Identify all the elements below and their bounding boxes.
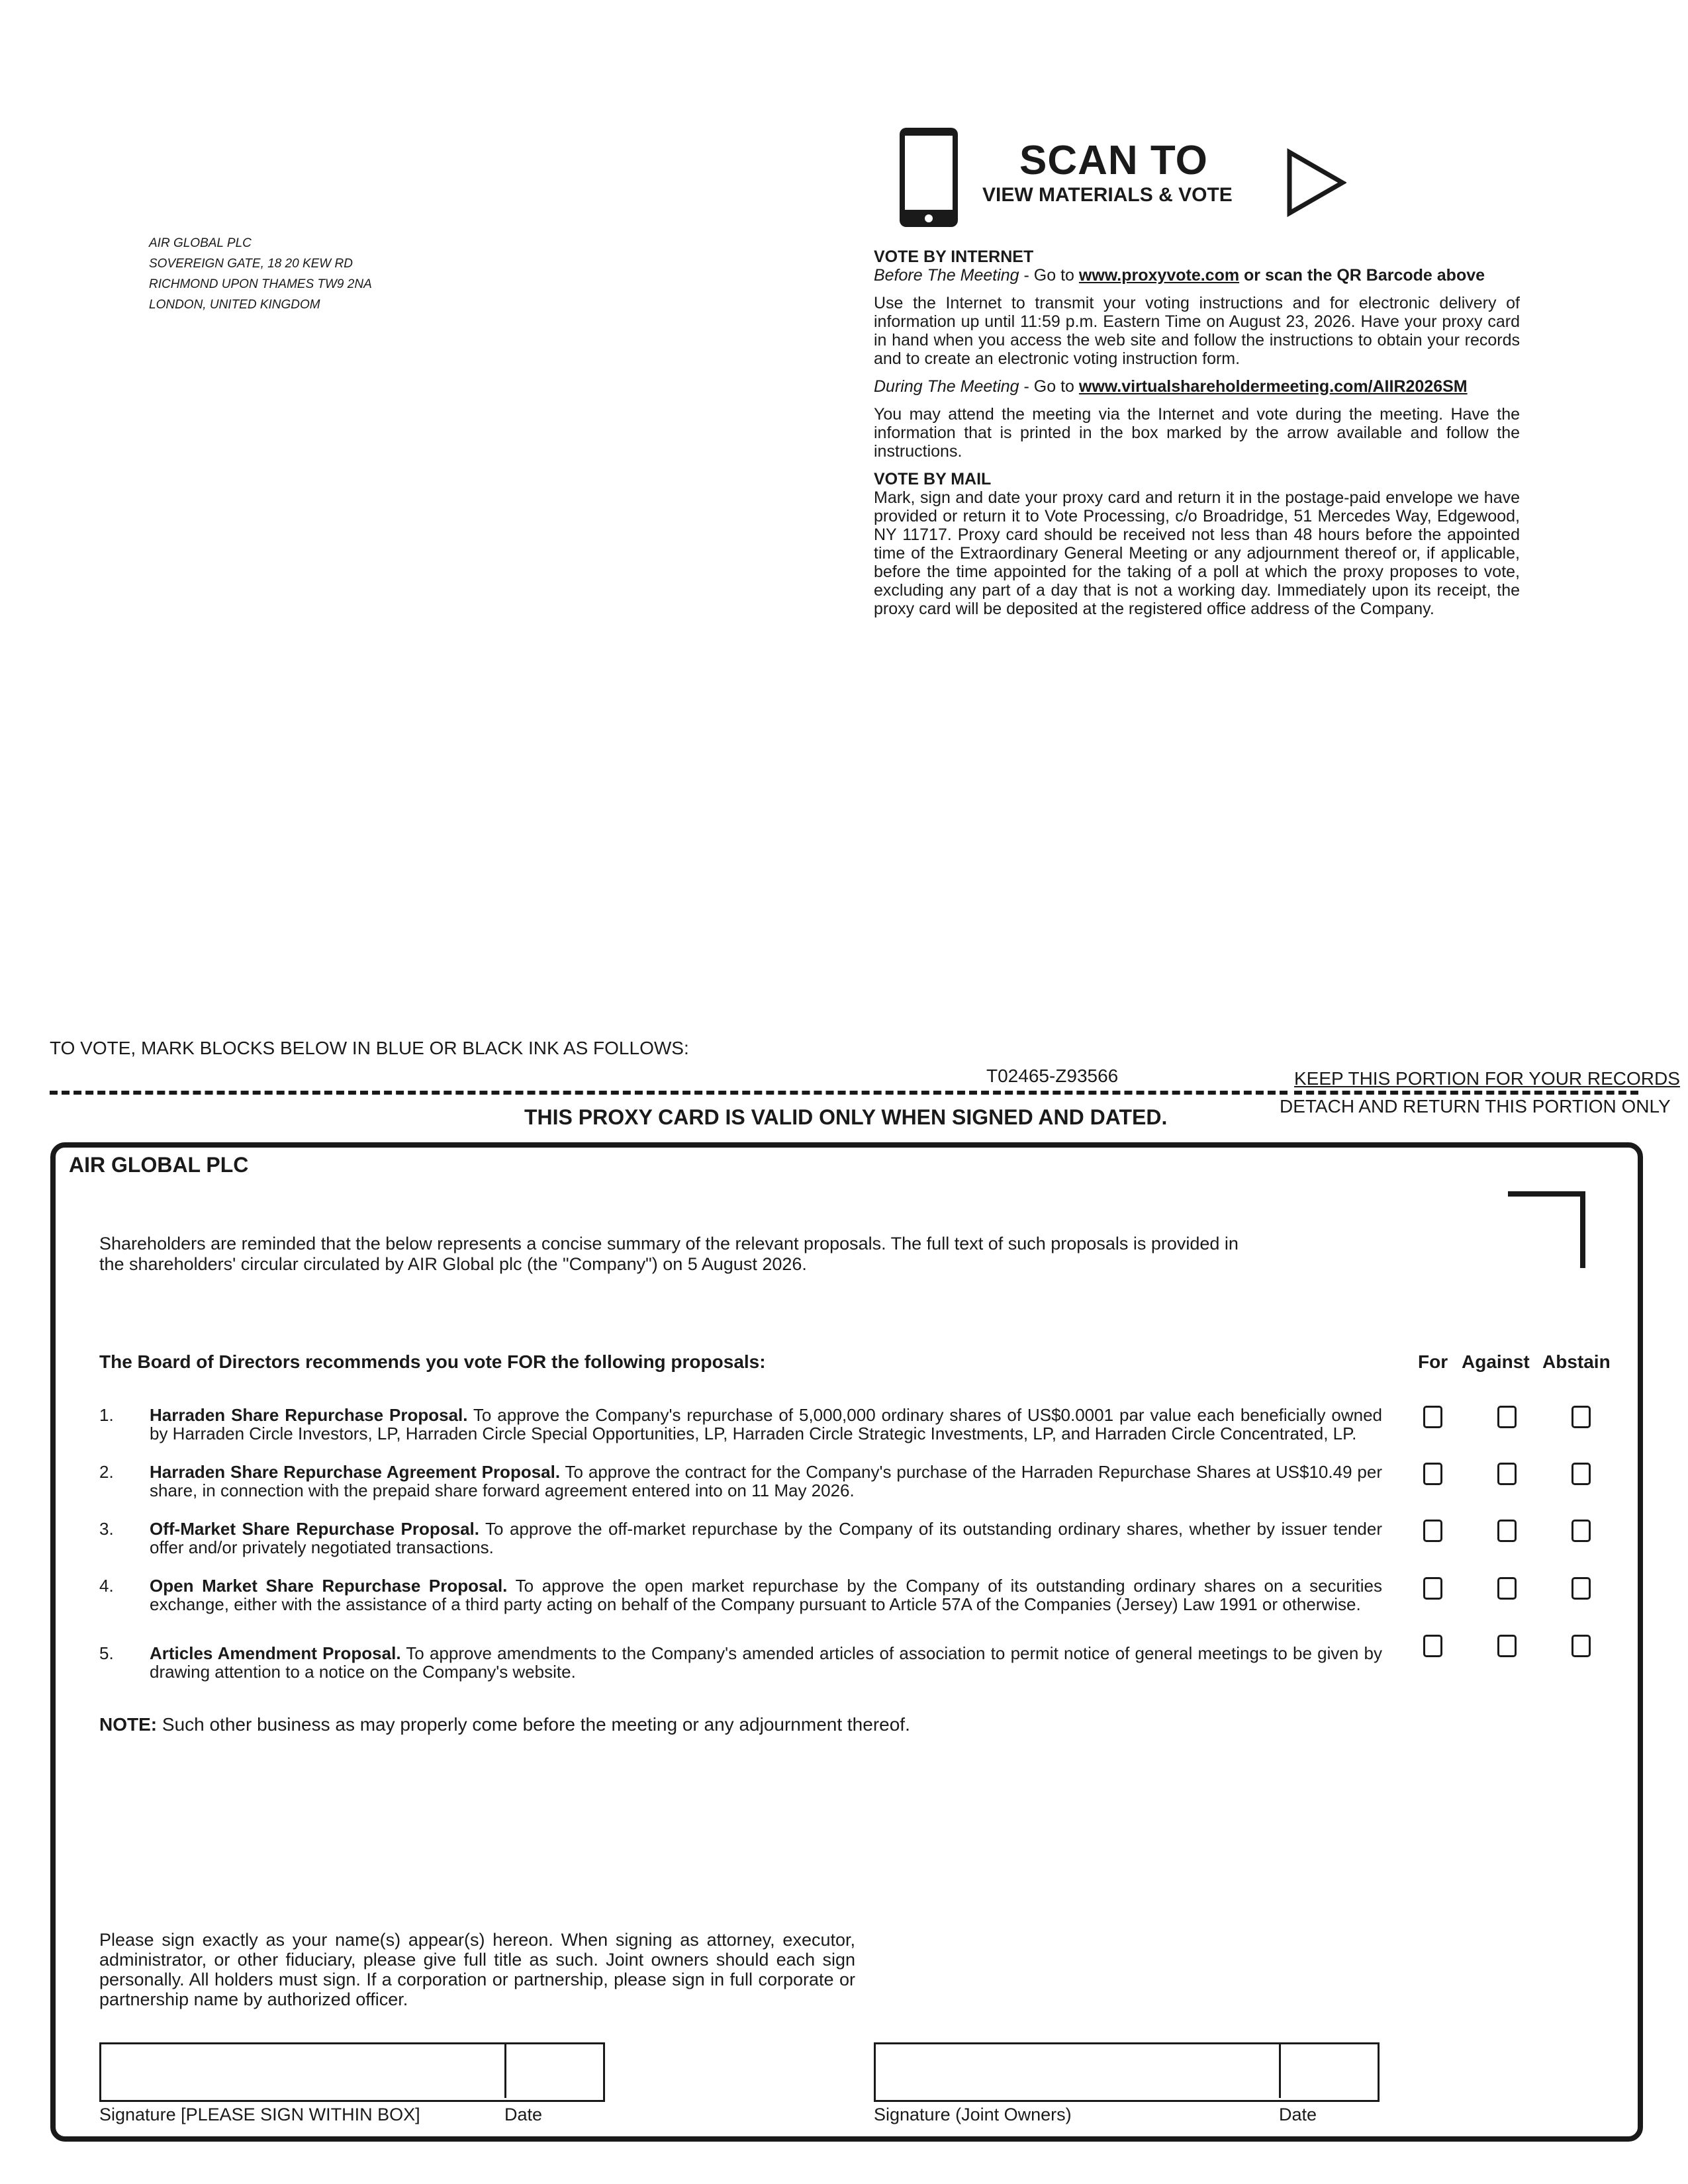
address-line: LONDON, UNITED KINGDOM xyxy=(149,298,320,312)
valid-notice: THIS PROXY CARD IS VALID ONLY WHEN SIGNED AND DATED. xyxy=(524,1105,1168,1129)
control-number: T02465-Z93566 xyxy=(984,1066,1121,1087)
scan-subtitle: VIEW MATERIALS & VOTE xyxy=(982,184,1233,206)
note-text: Such other business as may properly come before the meeting or any adjournment thereof. xyxy=(157,1714,910,1735)
column-for: For xyxy=(1418,1351,1448,1372)
virtual-meeting-link[interactable]: www.virtualshareholdermeeting.com/AIIR2026SM xyxy=(1078,377,1468,396)
proposal-title: Articles Amendment Proposal. xyxy=(150,1643,401,1663)
proposal-summary: Shareholders are reminded that the below represents a concise summary of the relevant proposals. The full text of such proposals is provided in the shareholders' circular circulated by AIR Global plc (the "Company") on 5 August 2026. xyxy=(99,1234,1239,1274)
proposal-title: Off-Market Share Repurchase Proposal. xyxy=(150,1519,480,1539)
during-meeting-line xyxy=(874,377,1520,396)
proposal-description: To approve the open market repurchase by the Company of its outstanding ordinary shares on a securities exchange, either with the assistance of a third party acting on behalf of the Company pursuant to Article 57A of the Companies (Jersey) Law 1991 or otherwise. xyxy=(150,1576,1382,1614)
proposal-title: Harraden Share Repurchase Agreement Proposal. xyxy=(150,1462,561,1482)
proposal-2-against-checkbox[interactable] xyxy=(1497,1463,1517,1485)
date-label: Date xyxy=(504,2105,543,2124)
proposal-5-against-checkbox[interactable] xyxy=(1497,1635,1517,1657)
proposal-2-for-checkbox[interactable] xyxy=(1423,1463,1442,1485)
proposal-3-against-checkbox[interactable] xyxy=(1497,1520,1517,1542)
during-meeting-label: During The Meeting xyxy=(874,377,1019,396)
play-triangle-icon xyxy=(1286,148,1346,217)
proposal-title: Harraden Share Repurchase Proposal. xyxy=(150,1405,468,1425)
proposal-text xyxy=(150,1406,1382,1443)
joint-signature-box[interactable] xyxy=(874,2042,1380,2102)
proposal-3-for-checkbox[interactable] xyxy=(1423,1520,1442,1542)
proposal-text xyxy=(150,1520,1382,1557)
before-go-text: - Go to xyxy=(1019,266,1079,285)
proposal-5-for-checkbox[interactable] xyxy=(1423,1635,1442,1657)
address-line: AIR GLOBAL PLC xyxy=(149,236,252,250)
smartphone-icon xyxy=(898,126,960,229)
mark-instruction: TO VOTE, MARK BLOCKS BELOW IN BLUE OR BLACK INK AS FOLLOWS: xyxy=(50,1038,689,1058)
detach-line xyxy=(50,1091,1288,1095)
column-against: Against xyxy=(1462,1351,1530,1372)
vote-mail-heading: VOTE BY MAIL xyxy=(874,470,992,488)
mail-paragraph: Mark, sign and date your proxy card and return it in the postage-paid envelope we have provided or return it to Vote Processing, c/o Broadridge, 51 Mercedes Way, Edgewood, NY 11717. Proxy card should be received not less than 48 hours before the appointed time of the Extraordinary General Meeting or any adjournment thereof or, if applicable, before the time appointed for the taking of a poll at which the proxy proposes to vote, excluding any part of a day that is not a working day. Immediately upon its receipt, the proxy card will be deposited at the registered office address of the Company. xyxy=(874,488,1520,618)
signature-label: Signature [PLEASE SIGN WITHIN BOX] xyxy=(99,2105,420,2124)
joint-signature-date-divider xyxy=(1279,2042,1281,2098)
proposal-5-abstain-checkbox[interactable] xyxy=(1571,1635,1591,1657)
proposal-description: To approve the contract for the Company's purchase of the Harraden Repurchase Shares at US$10.49 per share, in connection with the prepaid share forward agreement entered into on 11 May 2026. xyxy=(150,1462,1382,1500)
detach-portion-label: DETACH AND RETURN THIS PORTION ONLY xyxy=(1280,1096,1671,1116)
during-meeting-paragraph: You may attend the meeting via the Internet and vote during the meeting. Have the information that is printed in the box marked by the arrow available and follow the instructions. xyxy=(874,405,1520,461)
address-line: SOVEREIGN GATE, 18 20 KEW RD xyxy=(149,257,353,271)
proposal-number: 5. xyxy=(99,1643,114,1663)
board-recommendation: The Board of Directors recommends you vote FOR the following proposals: xyxy=(99,1351,766,1372)
proposal-description: To approve the off-market repurchase by the Company of its outstanding ordinary shares, whether by issuer tender offer and/or privately negotiated transactions. xyxy=(150,1519,1382,1557)
proposal-title: Open Market Share Repurchase Proposal. xyxy=(150,1576,508,1596)
proposal-description: To approve amendments to the Company's amended articles of association to permit notice of general meetings to be given by drawing attention to a notice on the Company's website. xyxy=(150,1643,1382,1682)
vote-internet-heading: VOTE BY INTERNET xyxy=(874,248,1034,266)
proposal-text xyxy=(150,1463,1382,1500)
other-business-note xyxy=(99,1714,910,1735)
proxyvote-link[interactable]: www.proxyvote.com xyxy=(1078,266,1240,285)
card-company-name: AIR GLOBAL PLC xyxy=(69,1153,249,1177)
signature-date-divider xyxy=(504,2042,506,2098)
address-line: RICHMOND UPON THAMES TW9 2NA xyxy=(149,277,372,291)
corner-mark-icon xyxy=(1508,1191,1586,1268)
proposal-1-abstain-checkbox[interactable] xyxy=(1571,1406,1591,1428)
proposal-3-abstain-checkbox[interactable] xyxy=(1571,1520,1591,1542)
internet-paragraph: Use the Internet to transmit your voting instructions and for electronic delivery of information up until 11:59 p.m. Eastern Time on August 23, 2026. Have your proxy card in hand when you access the web site and follow the instructions to obtain your records and to create an electronic voting instruction form. xyxy=(874,294,1520,368)
detach-line-right xyxy=(1294,1091,1638,1095)
joint-date-label: Date xyxy=(1279,2105,1317,2124)
proposal-text xyxy=(150,1644,1382,1681)
proposal-2-abstain-checkbox[interactable] xyxy=(1571,1463,1591,1485)
proposal-number: 2. xyxy=(99,1462,114,1482)
voting-instructions xyxy=(874,248,1520,618)
proposal-4-against-checkbox[interactable] xyxy=(1497,1577,1517,1600)
proposal-text xyxy=(150,1576,1382,1614)
column-abstain: Abstain xyxy=(1542,1351,1611,1372)
proposal-number: 1. xyxy=(99,1405,114,1425)
before-meeting-line xyxy=(874,266,1520,285)
keep-portion-label: KEEP THIS PORTION FOR YOUR RECORDS xyxy=(1294,1068,1680,1089)
proposal-number: 3. xyxy=(99,1519,114,1539)
proposal-1-against-checkbox[interactable] xyxy=(1497,1406,1517,1428)
joint-signature-label: Signature (Joint Owners) xyxy=(874,2105,1072,2124)
sign-instruction: Please sign exactly as your name(s) appear(s) hereon. When signing as attorney, executor, administrator, or other fiduciary, please give full title as such. Joint owners should each sign personally. All holders must sign. If a corporation or partnership, please sign in full corporate or partnership name by authorized officer. xyxy=(99,1930,855,2009)
proposal-4-for-checkbox[interactable] xyxy=(1423,1577,1442,1600)
proposal-description: To approve the Company's repurchase of 5,000,000 ordinary shares of US$0.0001 par value each beneficially owned by Harraden Circle Investors, LP, Harraden Circle Special Opportunities, LP, Harraden Circle Strategic Investments, LP, and Harraden Circle Concentrated, LP. xyxy=(150,1405,1383,1443)
scan-title: SCAN TO xyxy=(1019,138,1208,183)
proposal-1-for-checkbox[interactable] xyxy=(1423,1406,1442,1428)
return-address xyxy=(149,233,372,315)
proposal-number: 4. xyxy=(99,1576,114,1596)
signature-box[interactable] xyxy=(99,2042,605,2102)
before-meeting-label: Before The Meeting xyxy=(874,266,1019,285)
qr-instruction: or scan the QR Barcode above xyxy=(1239,266,1485,285)
during-go-text: - Go to xyxy=(1019,377,1079,396)
proposal-4-abstain-checkbox[interactable] xyxy=(1571,1577,1591,1600)
note-label: NOTE: xyxy=(99,1714,158,1735)
